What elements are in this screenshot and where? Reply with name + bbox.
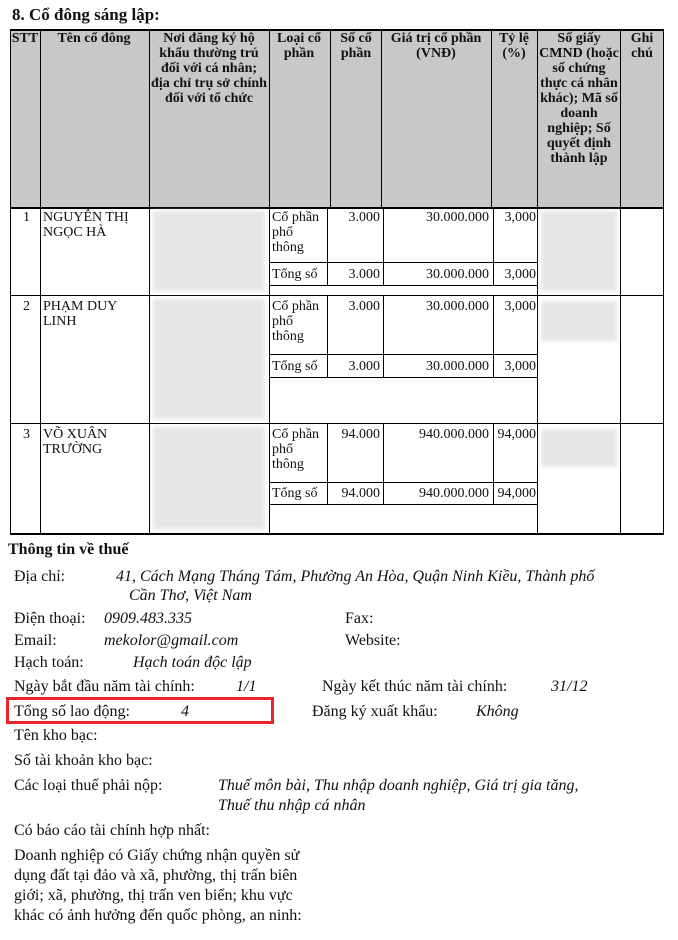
row1-total-ratio: 3,000	[504, 267, 536, 282]
accounting-value: Hạch toán độc lập	[133, 654, 252, 671]
treasury-label: Tên kho bạc:	[14, 727, 98, 744]
address-label: Địa chỉ:	[14, 568, 66, 585]
row1-name: NGUYỄN THỊ NGỌC HÀ	[43, 210, 129, 240]
fy-end-label: Ngày kết thúc năm tài chính:	[322, 678, 508, 695]
phone-value: 0909.483.335	[104, 610, 192, 627]
accounting-label: Hạch toán:	[14, 654, 84, 671]
row3-stt: 3	[23, 427, 30, 442]
export-value: Không	[476, 703, 519, 720]
row2-total-count: 3.000	[348, 359, 380, 374]
row2-value: 30.000.000	[426, 299, 489, 314]
row3-ratio: 94,000	[497, 427, 536, 442]
section-title: 8. Cổ đông sáng lập:	[12, 5, 160, 24]
header-ratio: Tỷ lệ (%)	[499, 31, 529, 61]
border-land-line2: dụng đất tại đảo và xã, phường, thị trấn biên	[14, 867, 298, 884]
row3-total-value: 940.000.000	[419, 486, 489, 501]
row2-ratio: 3,000	[504, 299, 536, 314]
header-share-type: Loại cổ phần	[277, 31, 321, 61]
row2-address-redacted	[153, 299, 265, 419]
email-value: mekolor@gmail.com	[104, 632, 239, 649]
export-label: Đăng ký xuất khẩu:	[312, 703, 438, 720]
shareholder-table	[10, 29, 664, 535]
row1-total-label: Tổng số	[272, 267, 318, 282]
address-value-line1: 41, Cách Mạng Tháng Tám, Phường An Hòa, Quận Ninh Kiều, Thành phố	[116, 568, 595, 585]
row3-id-redacted	[541, 429, 617, 467]
taxes-value-line1: Thuế môn bài, Thu nhập doanh nghiệp, Giá trị gia tăng,	[218, 777, 579, 794]
row2-stt: 2	[23, 299, 30, 314]
row3-name: VÕ XUÂN TRƯỜNG	[43, 427, 108, 457]
email-label: Email:	[14, 632, 57, 649]
fy-start-value: 1/1	[236, 678, 257, 695]
border-land-line4: khác có ảnh hưởng đến quốc phòng, an ninh:	[14, 907, 302, 924]
tax-heading: Thông tin về thuế	[8, 541, 129, 558]
row2-name: PHẠM DUY LINH	[43, 299, 117, 329]
row1-count: 3.000	[348, 210, 380, 225]
row1-id-redacted	[541, 211, 617, 291]
header-share-count: Số cổ phần	[340, 31, 372, 61]
row2-total-label: Tổng số	[272, 359, 318, 374]
header-note: Ghi chú	[630, 31, 654, 61]
row1-address-redacted	[153, 211, 265, 291]
fax-label: Fax:	[345, 610, 374, 627]
row1-type: Cổ phần phổ thông	[272, 210, 320, 255]
row2-type: Cổ phần phổ thông	[272, 299, 320, 344]
header-name: Tên cổ đông	[57, 31, 131, 46]
row3-value: 940.000.000	[419, 427, 489, 442]
row1-stt: 1	[23, 210, 30, 225]
website-label: Website:	[345, 632, 401, 649]
taxes-label: Các loại thuế phải nộp:	[14, 777, 163, 794]
fy-end-value: 31/12	[551, 678, 588, 695]
row2-total-ratio: 3,000	[504, 359, 536, 374]
header-id-no: Số giấy CMND (hoặc số chứng thực cá nhân khác); Mã số doanh nghiệp; Số quyết định thành lập	[539, 31, 619, 166]
row2-count: 3.000	[348, 299, 380, 314]
address-value-line2: Cần Thơ, Việt Nam	[129, 587, 252, 604]
row1-total-count: 3.000	[348, 267, 380, 282]
row2-id-redacted	[541, 301, 617, 341]
row1-total-value: 30.000.000	[426, 267, 489, 282]
taxes-value-line2: Thuế thu nhập cá nhân	[218, 797, 366, 814]
row1-ratio: 3,000	[504, 210, 536, 225]
row3-type: Cổ phần phổ thông	[272, 427, 320, 472]
row3-count: 94.000	[341, 427, 380, 442]
row3-address-redacted	[153, 427, 265, 529]
row3-total-label: Tổng số	[272, 486, 318, 501]
employees-label: Tổng số lao động:	[14, 703, 130, 720]
treasury-account-label: Số tài khoản kho bạc:	[14, 752, 153, 769]
consolidated-label: Có báo cáo tài chính hợp nhất:	[14, 822, 210, 839]
employees-value: 4	[181, 703, 189, 720]
header-stt: STT	[11, 31, 39, 46]
row3-total-count: 94.000	[341, 486, 380, 501]
row2-total-value: 30.000.000	[426, 359, 489, 374]
phone-label: Điện thoại:	[14, 610, 86, 627]
border-land-line3: giới; xã, phường, thị trấn ven biển; khu vực	[14, 887, 293, 904]
fy-start-label: Ngày bắt đầu năm tài chính:	[14, 678, 195, 695]
row1-value: 30.000.000	[426, 210, 489, 225]
header-address: Nơi đăng ký hộ khẩu thường trú đối với cá nhân; địa chỉ trụ sở chính đối với tổ chức	[151, 31, 267, 106]
row3-total-ratio: 94,000	[497, 486, 536, 501]
border-land-line1: Doanh nghiệp có Giấy chứng nhận quyền sử	[14, 847, 300, 864]
header-value: Giá trị cổ phần (VNĐ)	[390, 31, 482, 61]
